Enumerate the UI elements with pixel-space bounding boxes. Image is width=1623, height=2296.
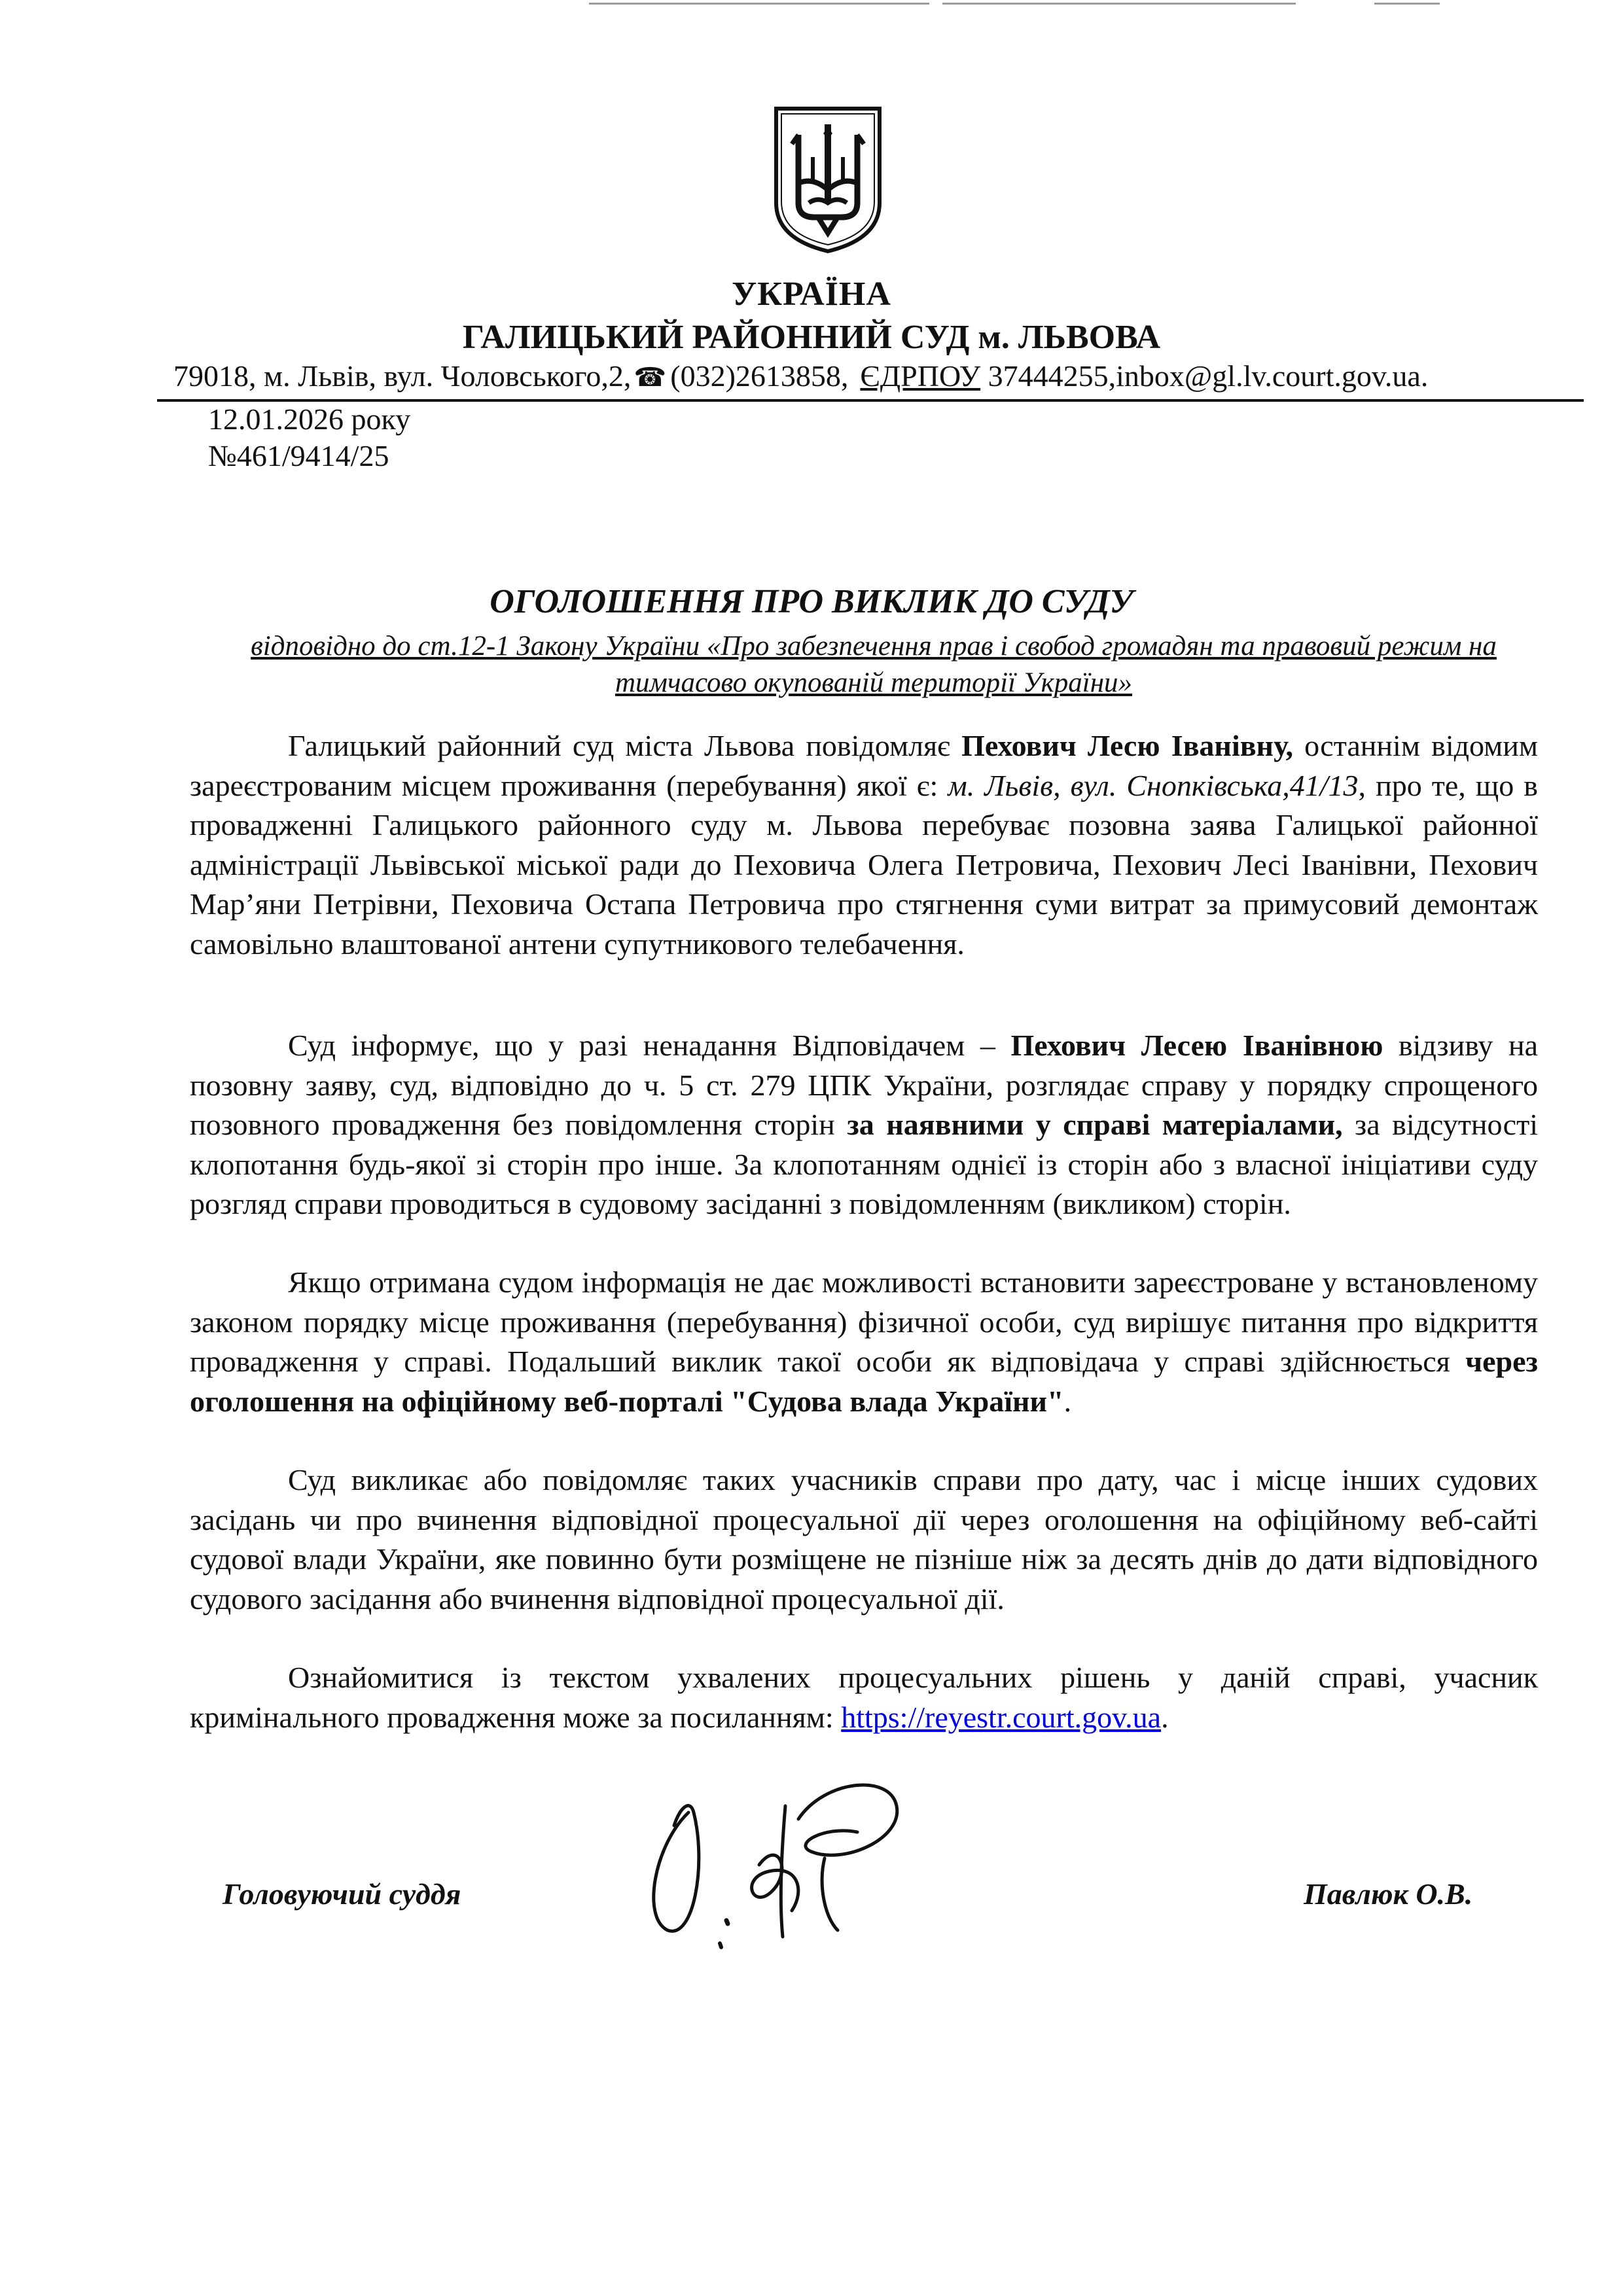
signatory-name: Павлюк О.В. — [1304, 1877, 1473, 1911]
header-edrpou-email: 37444255,inbox@gl.lv.court.gov.ua. — [980, 359, 1429, 393]
signatory-role: Головуючий суддя — [223, 1877, 461, 1911]
text-run: Галицький районний суд міста Львова повідомляє — [288, 729, 962, 762]
text-run: відзиву на позовну заяву, суд, відповідно до ч. 5 ст. 279 ЦПК України, розглядає справу у порядку спрощеного позовного провадження без повідомлення сторін — [190, 1029, 1538, 1141]
document-date: 12.01.2026 року — [208, 402, 411, 436]
phone-icon: ☎ — [633, 362, 667, 392]
text-run: останнім відомим зареєстрованим місцем проживання (перебування) якої є: — [190, 729, 1538, 802]
defendant-name: Пехович Лесею Іванівною — [1010, 1029, 1383, 1062]
defendant-name: Пехович Лесю Іванівну, — [961, 729, 1293, 762]
emphasis-text: за наявними у справі матеріалами, — [847, 1108, 1343, 1141]
emphasis-text: через оголошення на офіційному веб-порталі "Судова влада України" — [190, 1345, 1538, 1418]
defendant-address: м. Львів, вул. Снопківська,41/13 — [948, 768, 1359, 802]
header-contacts — [173, 359, 1428, 393]
text-run: Якщо отримана судом інформація не дає можливості встановити зареєстроване у встановленому законом порядку місце проживання (перебування) фізичної особи, суд вирішує питання про відкриття провадження у справі. Подальший виклик такої особи як відповідача у справі здійснюється — [190, 1265, 1538, 1378]
scan-artifact — [1374, 3, 1440, 5]
text-run: Суд викликає або повідомляє таких учасників справи про дату, час і місце інших судових засідань чи про вчинення відповідної процесуальної дії через оголошення на офіційному веб-сайті судової влади України, яке повинно бути розміщене не пізніше ніж за десять днів до дати відповідного судового засідання або вчинення відповідної процесуальної дії. — [190, 1463, 1538, 1616]
text-run: , про те, що в провадженні Галицького районного суду м. Львова перебуває позовна заява Галицької районної адміністрації Львівської міської ради до Пеховича Олега Петровича, Пехович Лесі Іванівни, Пехович Мар’яни Петрівни, Пеховича Остапа Петровича про стягнення суми витрат за примусовий демонтаж самовільно влаштованої антени супутникового телебачення. — [190, 768, 1538, 961]
scan-artifact — [589, 3, 929, 5]
text-run: . — [1161, 1700, 1169, 1734]
coat-of-arms-icon — [772, 105, 883, 254]
text-run: за відсутності клопотання будь-якої зі сторін про інше. За клопотанням однієї із сторін або з власної ініціативи суду розгляд справи проводиться в судовому засіданні з повідомленням (викликом) сторін. — [190, 1108, 1538, 1220]
header-address: 79018, м. Львів, вул. Чоловського,2, — [173, 359, 632, 393]
handwritten-signature — [628, 1767, 916, 1963]
paragraph-5 — [190, 1658, 1538, 1737]
header-country: УКРАЇНА — [732, 275, 891, 313]
paragraph-2 — [190, 1026, 1538, 1224]
paragraph-3 — [190, 1263, 1538, 1421]
case-number: №461/9414/25 — [208, 439, 389, 472]
notice-title: ОГОЛОШЕННЯ ПРО ВИКЛИК ДО СУДУ — [490, 583, 1133, 620]
text-run: Суд інформує, що у разі ненадання Відповідачем – — [288, 1029, 1011, 1062]
header-court-name: ГАЛИЦЬКИЙ РАЙОННИЙ СУД м. ЛЬВОВА — [462, 319, 1161, 356]
header-phone: (032)2613858, — [670, 359, 849, 393]
text-run: . — [1063, 1384, 1072, 1418]
text-run: Ознайомитися із текстом ухвалених процесуальних рішень у даній справі, учасник кримінального провадження може за посиланням: — [190, 1661, 1538, 1734]
registry-link[interactable]: https://reyestr.court.gov.ua — [841, 1700, 1162, 1734]
scan-artifact — [942, 3, 1296, 5]
paragraph-1 — [190, 726, 1538, 964]
header-edrpou-label: ЄДРПОУ — [860, 359, 981, 393]
paragraph-4 — [190, 1460, 1538, 1619]
notice-subtitle: відповідно до ст.12-1 Закону України «Про забезпечення прав і свобод громадян та правовий режим на тимчасово окупованій території України» — [251, 631, 1497, 698]
